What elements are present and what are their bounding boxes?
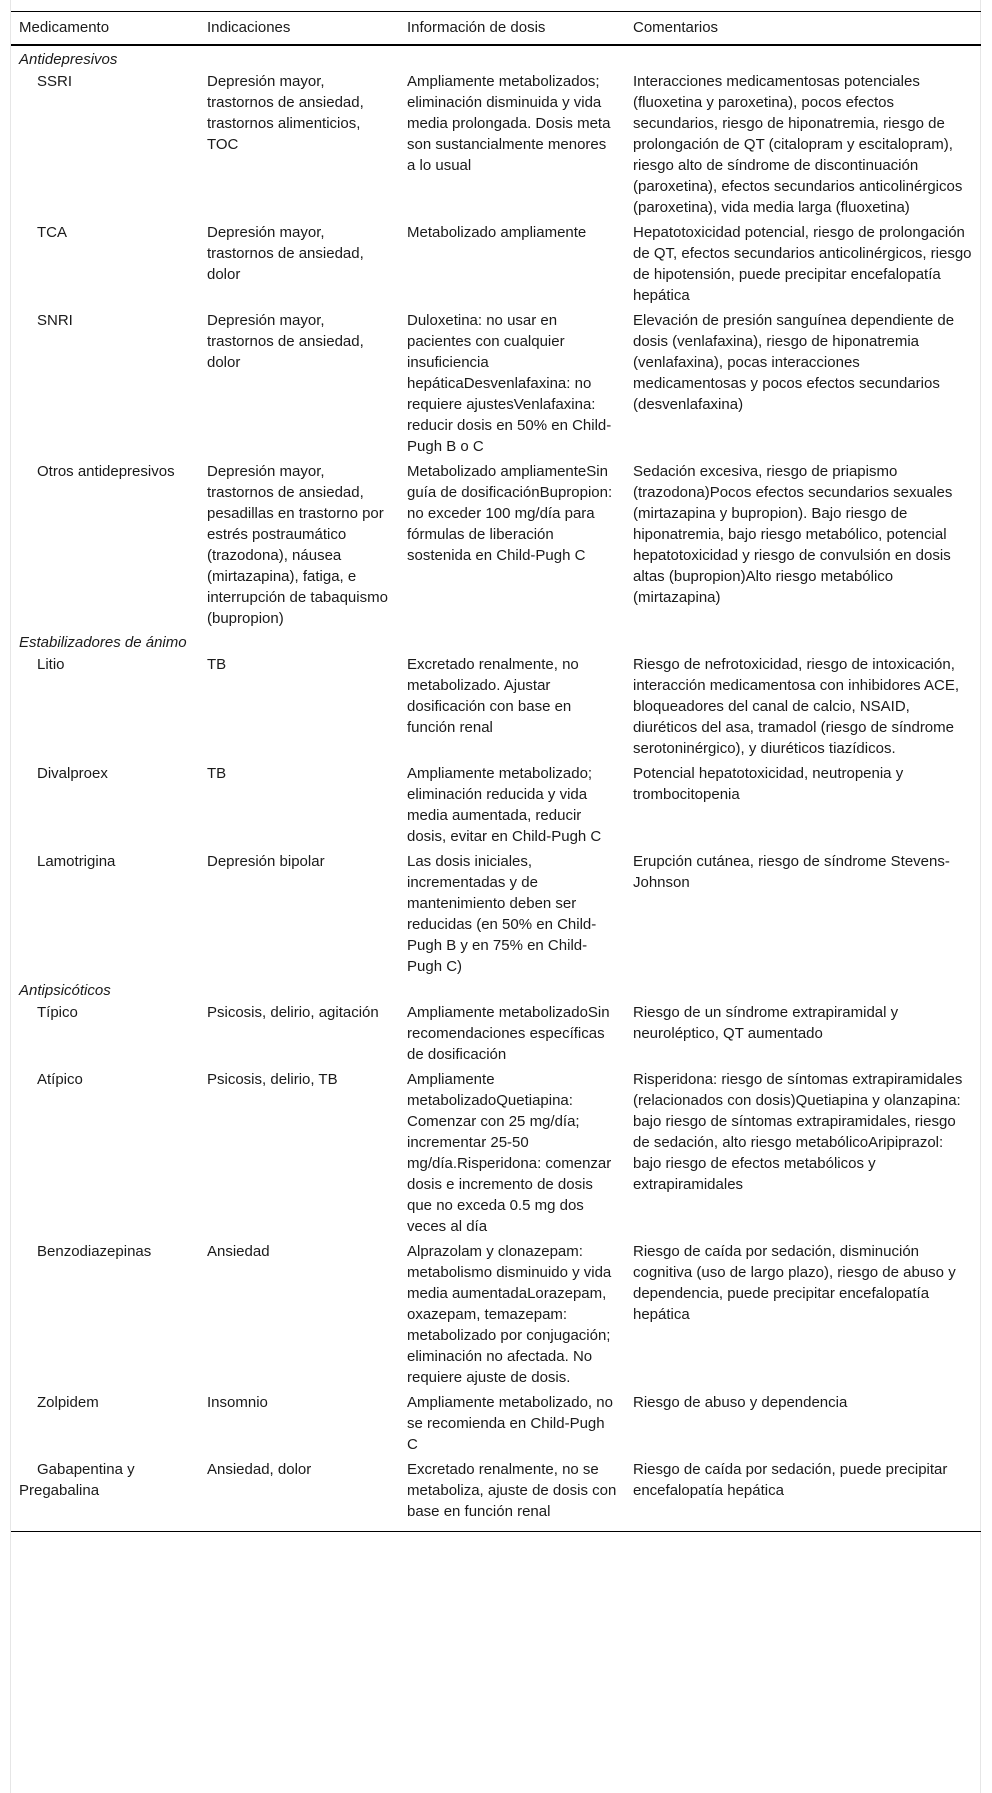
category-label: Antipsicóticos (19, 982, 111, 999)
cell-drug: Zolpidem (37, 1394, 99, 1411)
cell-drug: SSRI (37, 73, 73, 90)
cell-drug: SNRI (37, 312, 73, 329)
table-row (11, 460, 981, 632)
cell-comments: Risperidona: riesgo de síntomas extrapiramidales (relacionados con dosis)Quetiapina y olanzapina: bajo riesgo de síntomas extrapiramidales, riesgo de sedación, alto riesgo metabólicoAripiprazol: bajo riesgo de efectos metabólicos y extrapiramidales (633, 1071, 963, 1193)
table-row (11, 653, 981, 762)
category-row (11, 45, 981, 70)
cell-comments: Elevación de presión sanguínea dependiente de dosis (venlafaxina), riesgo de hiponatremia (venlafaxina), pocas interacciones medicamentosas y pocos efectos secundarios (desvenlafaxina) (633, 312, 955, 413)
table-row (11, 762, 981, 850)
cell-indications: TB (207, 765, 227, 782)
cell-drug: Lamotrigina (37, 853, 116, 870)
header-indicaciones: Indicaciones (207, 19, 291, 36)
cell-dosing: Duloxetina: no usar en pacientes con cualquier insuficiencia hepáticaDesvenlafaxina: no requiere ajustesVenlafaxina: reducir dosis en 50% en Child-Pugh B o C (407, 312, 612, 455)
table-row (11, 1458, 981, 1532)
table-row (11, 221, 981, 309)
cell-indications: Psicosis, delirio, TB (207, 1071, 338, 1088)
cell-dosing: Ampliamente metabolizadoSin recomendaciones específicas de dosificación (407, 1004, 610, 1063)
header-row (11, 12, 981, 46)
table-row (11, 70, 981, 221)
cell-comments: Riesgo de abuso y dependencia (633, 1394, 848, 1411)
header-comentarios: Comentarios (633, 19, 719, 36)
cell-dosing: Las dosis iniciales, incrementadas y de mantenimiento deben ser reducidas (en 50% en Child-Pugh B y en 75% en Child-Pugh C) (407, 853, 597, 975)
cell-comments: Riesgo de un síndrome extrapiramidal y neuroléptico, QT aumentado (633, 1004, 899, 1042)
cell-dosing: Alprazolam y clonazepam: metabolismo disminuido y vida media aumentadaLorazepam, oxazepam, temazepam: metabolizado por conjugación; eliminación no afectada. No requiere ajuste de dosis. (407, 1243, 612, 1386)
cell-indications: Ansiedad (207, 1243, 270, 1260)
table-body (11, 45, 981, 1532)
cell-comments: Riesgo de nefrotoxicidad, riesgo de intoxicación, interacción medicamentosa con inhibidores ACE, bloqueadores del canal de calcio, NSAID, diuréticos del asa, tramadol (riesgo de síndrome serotoninérgico), y diuréticos tiazídicos. (633, 656, 960, 757)
medication-table (11, 11, 981, 1532)
header-informacion-dosis: Información de dosis (407, 19, 546, 36)
cell-indications: Depresión mayor, trastornos de ansiedad, trastornos alimenticios, TOC (207, 73, 364, 153)
table-header (11, 12, 981, 46)
cell-dosing: Excretado renalmente, no metabolizado. Ajustar dosificación con base en función renal (407, 656, 579, 736)
cell-comments: Potencial hepatotoxicidad, neutropenia y trombocitopenia (633, 765, 904, 803)
cell-indications: Depresión mayor, trastornos de ansiedad, dolor (207, 312, 364, 371)
table-row (11, 1068, 981, 1240)
cell-dosing: Ampliamente metabolizado, no se recomienda en Child-Pugh C (407, 1394, 613, 1453)
cell-dosing: Metabolizado ampliamenteSin guía de dosificaciónBupropion: no exceder 100 mg/día para fórmulas de liberación sostenida en Child-Pugh C (407, 463, 613, 564)
cell-indications: Insomnio (207, 1394, 268, 1411)
cell-dosing: Ampliamente metabolizado; eliminación reducida y vida media aumentada, reducir dosis, evitar en Child-Pugh C (407, 765, 602, 845)
category-label: Antidepresivos (19, 51, 118, 68)
category-row (11, 632, 981, 653)
cell-indications: Depresión mayor, trastornos de ansiedad, pesadillas en trastorno por estrés postraumático (trazodona), náusea (mirtazapina), fatiga, e interrupción de tabaquismo (bupropion) (207, 463, 388, 627)
cell-drug: Benzodiazepinas (37, 1243, 152, 1260)
cell-dosing: Metabolizado ampliamente (407, 224, 587, 241)
cell-drug: Gabapentina y Pregabalina (19, 1461, 135, 1499)
cell-comments: Interacciones medicamentosas potenciales (fluoxetina y paroxetina), pocos efectos secundarios, riesgo de hiponatremia, riesgo de prolongación de QT (citalopram y escitalopram), riesgo alto de síndrome de discontinuación (paroxetina), efectos secundarios anticolinérgicos (paroxetina), vida media larga (fluoxetina) (633, 73, 963, 216)
table-row (11, 309, 981, 460)
cell-indications: TB (207, 656, 227, 673)
cell-indications: Depresión mayor, trastornos de ansiedad, dolor (207, 224, 364, 283)
cell-comments: Hepatotoxicidad potencial, riesgo de prolongación de QT, efectos secundarios anticolinérgicos, riesgo de hipotensión, puede precipitar encefalopatía hepática (633, 224, 972, 304)
cell-comments: Sedación excesiva, riesgo de priapismo (trazodona)Pocos efectos secundarios sexuales (mirtazapina y bupropion). Bajo riesgo de hiponatremia, bajo riesgo metabólico, potencial hepatotoxicidad y riesgo de convulsión en dosis altas (bupropion)Alto riesgo metabólico (mirtazapina) (633, 463, 953, 606)
cell-drug: Atípico (37, 1071, 83, 1088)
table-row (11, 1391, 981, 1458)
cell-comments: Erupción cutánea, riesgo de síndrome Stevens-Johnson (633, 853, 950, 891)
cell-drug: Divalproex (37, 765, 108, 782)
cell-dosing: Ampliamente metabolizados; eliminación disminuida y vida media prolongada. Dosis meta son sustancialmente menores a lo usual (407, 73, 611, 174)
cell-indications: Depresión bipolar (207, 853, 325, 870)
cell-indications: Ansiedad, dolor (207, 1461, 312, 1478)
cell-drug: TCA (37, 224, 67, 241)
cell-dosing: Ampliamente metabolizadoQuetiapina: Comenzar con 25 mg/día; incrementar 25-50 mg/día.Risperidona: comenzar dosis e incremento de dosis que no exceda 0.5 mg dos veces al día (407, 1071, 612, 1235)
table-row (11, 1240, 981, 1391)
cell-drug: Otros antidepresivos (37, 463, 175, 480)
cell-indications: Psicosis, delirio, agitación (207, 1004, 379, 1021)
cell-comments: Riesgo de caída por sedación, puede precipitar encefalopatía hepática (633, 1461, 948, 1499)
cell-dosing: Excretado renalmente, no se metaboliza, ajuste de dosis con base en función renal (407, 1461, 617, 1520)
category-row (11, 980, 981, 1001)
cell-drug: Típico (37, 1004, 78, 1021)
table-row (11, 1001, 981, 1068)
category-label: Estabilizadores de ánimo (19, 634, 187, 651)
table-row (11, 850, 981, 980)
cell-drug: Litio (37, 656, 65, 673)
header-medicamento: Medicamento (19, 19, 110, 36)
cell-comments: Riesgo de caída por sedación, disminución cognitiva (uso de largo plazo), riesgo de abuso y dependencia, puede precipitar encefalopatía hepática (633, 1243, 956, 1323)
